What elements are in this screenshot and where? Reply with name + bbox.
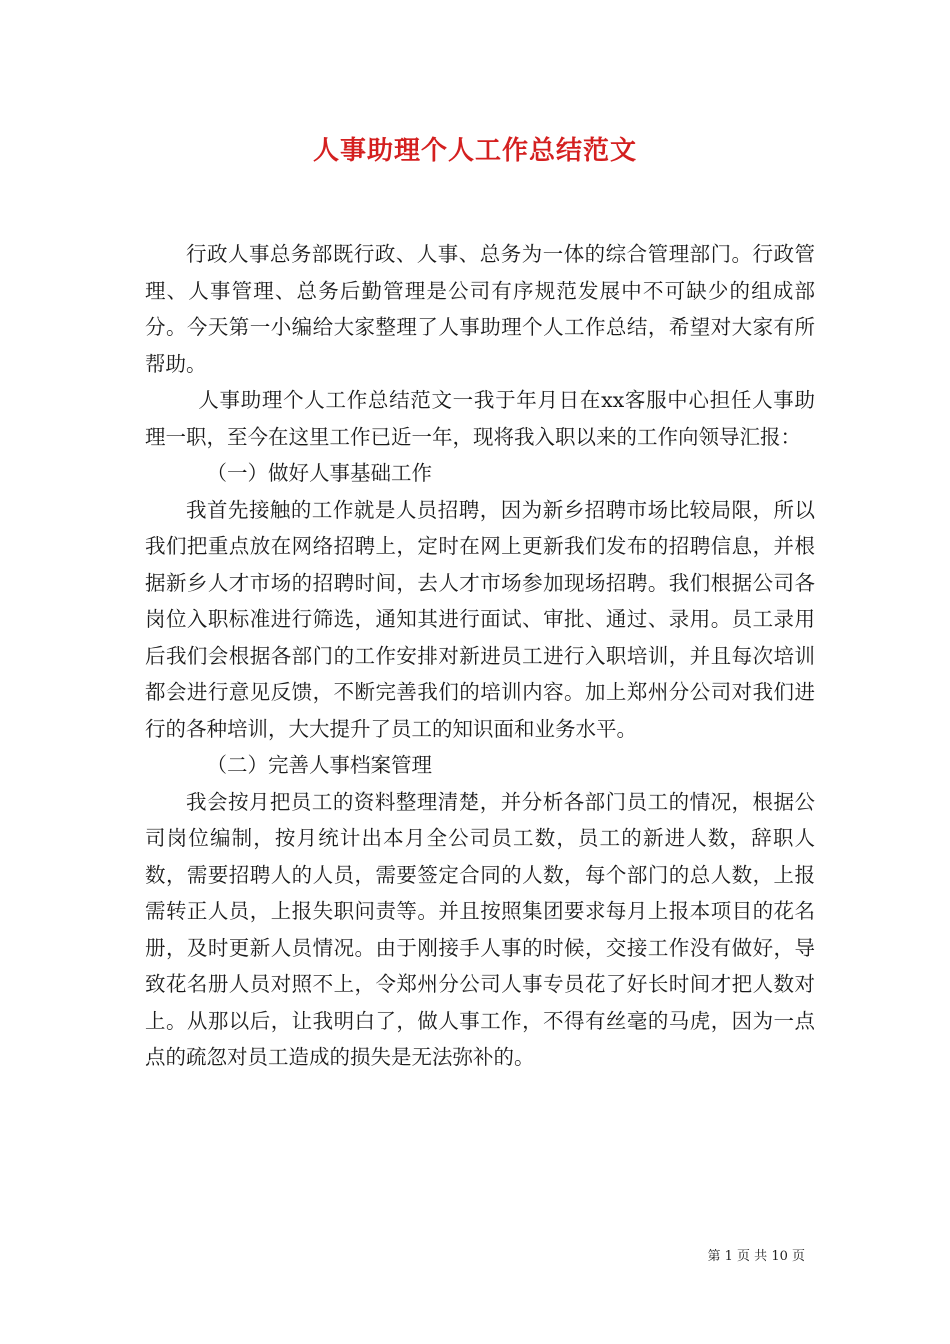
section-heading-2: （二）完善人事档案管理 — [206, 753, 432, 777]
page-footer: 第 1 页 共 10 页 — [707, 1249, 805, 1264]
section-heading-1: （一）做好人事基础工作 — [206, 461, 432, 485]
archive-management-paragraph: 我会按月把员工的资料整理清楚，并分析各部门员工的情况，根据公司岗位编制，按月统计出本月全公司员工数，员工的新进人数，辞职人数，需要招聘人的人员，需要签定合同的人数，每个部门的总人数，上报需转正人员，上报失职问责等。并且按照集团要求每月上报本项目的花名册，及时更新人员情况。由于刚接手人事的时候，交接工作没有做好，导致花名册人员对照不上，令郑州分公司人事专员花了好长时间才把人数对上。从那以后，让我明白了，做人事工作，不得有丝毫的马虎，因为一点点的疏忽对员工造成的损失是无法弥补的。 — [145, 789, 815, 1069]
intro-paragraph: 行政人事总务部既行政、人事、总务为一体的综合管理部门。行政管理、人事管理、总务后勤管理是公司有序规范发展中不可缺少的组成部分。今天第一小编给大家整理了人事助理个人工作总结，希望对大家有所帮助。 — [145, 242, 815, 376]
summary-opening-paragraph: 人事助理个人工作总结范文一我于年月日在xx客服中心担任人事助理一职，至今在这里工作已近一年，现将我入职以来的工作向领导汇报： — [145, 388, 815, 449]
document-title: 人事助理个人工作总结范文 — [312, 136, 637, 166]
recruitment-paragraph: 我首先接触的工作就是人员招聘，因为新乡招聘市场比较局限，所以我们把重点放在网络招聘上，定时在网上更新我们发布的招聘信息，并根据新乡人才市场的招聘时间，去人才市场参加现场招聘。我们根据公司各岗位入职标准进行筛选，通知其进行面试、审批、通过、录用。员工录用后我们会根据各部门的工作安排对新进员工进行入职培训，并且每次培训都会进行意见反馈，不断完善我们的培训内容。加上郑州分公司对我们进行的各种培训，大大提升了员工的知识面和业务水平。 — [145, 497, 815, 741]
document-body — [145, 236, 815, 1076]
